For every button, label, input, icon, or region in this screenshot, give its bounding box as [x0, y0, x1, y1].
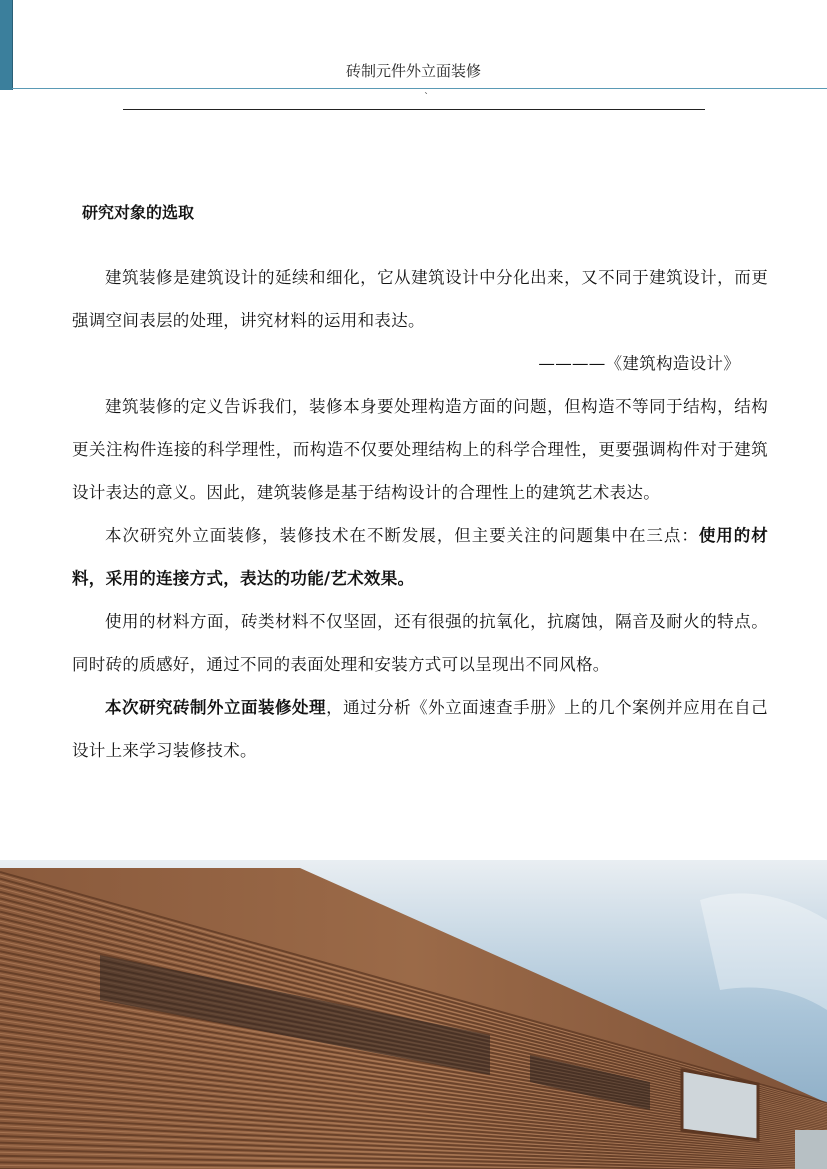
paragraph-construction: 建筑装修的定义告诉我们，装修本身要处理构造方面的问题，但构造不等同于结构，结构更关注构件连接的科学理性，而构造不仅要处理结构上的科学合理性，更要强调构件对于建筑设计表达的意义。因此，建筑装修是基于结构设计的合理性上的建筑艺术表达。	[72, 397, 768, 502]
paragraph-focus	[72, 514, 768, 600]
focus-points: 使用的材料，采用的连接方式，表达的功能/艺术效果。	[72, 526, 769, 588]
paragraph-material: 使用的材料方面，砖类材料不仅坚固，还有很强的抗氧化，抗腐蚀，隔音及耐火的特点。同时砖的质感好，通过不同的表面处理和安装方式可以呈现出不同风格。	[72, 612, 768, 674]
method-lead: 本次研究砖制外立面装修处理	[105, 698, 327, 717]
page-header-title: 砖制元件外立面装修	[345, 62, 481, 80]
paragraph-method	[72, 686, 768, 772]
quote-source: ————《建筑构造设计》	[538, 354, 740, 373]
method-rest: ，通过分析《外立面速查手册》上的几个案例并应用在自己设计上来学习装修技术。	[72, 698, 768, 760]
facade-photo	[0, 860, 827, 1169]
focus-intro: 本次研究外立面装修，装修技术在不断发展，但主要关注的问题集中在三点：	[105, 526, 699, 545]
body-text	[72, 256, 768, 772]
paragraph-definition: 建筑装修是建筑设计的延续和细化，它从建筑设计中分化出来，又不同于建筑设计，而更强调空间表层的处理，讲究材料的运用和表达。	[72, 268, 768, 330]
section-heading: 研究对象的选取	[82, 203, 195, 222]
header-rule	[12, 88, 827, 89]
sub-header-rule	[123, 109, 705, 110]
facade-photo-svg	[0, 860, 827, 1169]
header-mark: `	[424, 92, 429, 103]
